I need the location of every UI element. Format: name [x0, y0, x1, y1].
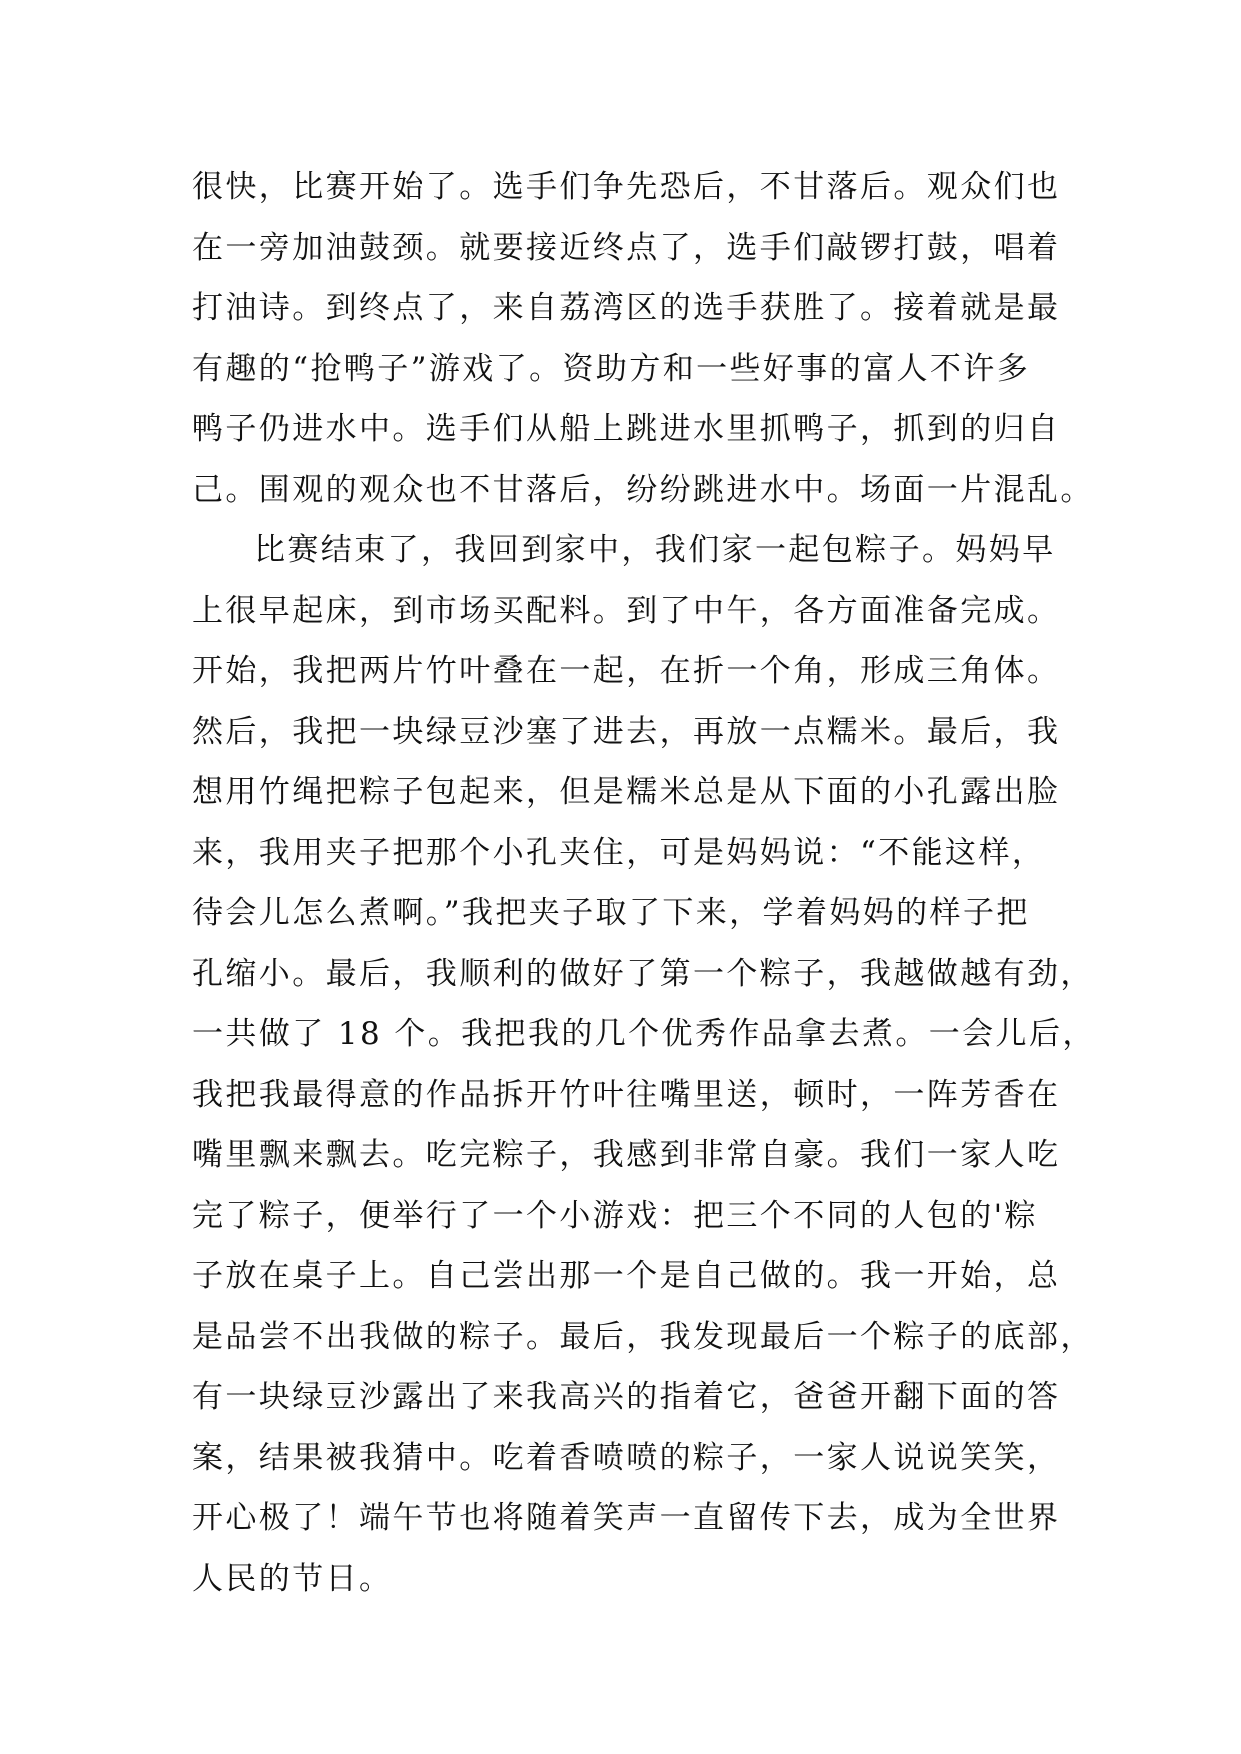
text-line: 开始，我把两片竹叶叠在一起，在折一个角，形成三角体。 [192, 653, 1061, 689]
text-line: 孔缩小。最后，我顺利的做好了第一个粽子，我越做越有劲， [192, 955, 1094, 992]
text-line: 子放在桌子上。自己尝出那一个是自己做的。我一开始，总 [192, 1258, 1061, 1294]
text-line: 在一旁加油鼓颈。就要接近终点了，选手们敲锣打鼓，唱着 [192, 229, 1061, 266]
text-line: 是品尝不出我做的粽子。最后，我发现最后一个粽子的底部， [192, 1318, 1094, 1355]
essay-text [192, 157, 1096, 1609]
text-line: 嘴里飘来飘去。吃完粽子，我感到非常自豪。我们一家人吃 [192, 1137, 1061, 1173]
text-line: 我把我最得意的作品拆开竹叶往嘴里送，顿时，一阵芳香在 [192, 1076, 1061, 1113]
text-line: 上很早起床，到市场买配料。到了中午，各方面准备完成。 [192, 592, 1061, 629]
text-line: 一共做了 18 个。我把我的几个优秀作品拿去煮。一会儿后， [192, 1016, 1096, 1052]
text-line: 有一块绿豆沙露出了来我高兴的指着它，爸爸开翻下面的答 [192, 1379, 1061, 1415]
text-line: 想用竹绳把粽子包起来，但是糯米总是从下面的小孔露出脸 [192, 774, 1061, 810]
text-line: 有趣的“抢鸭子”游戏了。资助方和一些好事的富人不许多 [192, 350, 1031, 387]
paragraph-first-line: 比赛结束了，我回到家中，我们家一起包粽子。妈妈早 [254, 532, 1056, 568]
text-line: 案，结果被我猜中。吃着香喷喷的粽子，一家人说说笑笑， [192, 1439, 1061, 1476]
text-line: 完了粽子，便举行了一个小游戏：把三个不同的人包的'粽 [192, 1197, 1038, 1234]
text-line: 鸭子仍进水中。选手们从船上跳进水里抓鸭子，抓到的归自 [192, 411, 1061, 447]
text-line: 开心极了！端午节也将随着笑声一直留传下去，成为全世界 [192, 1500, 1061, 1536]
text-line: 很快，比赛开始了。选手们争先恐后，不甘落后。观众们也 [192, 169, 1061, 205]
text-line: 待会儿怎么煮啊。”我把夹子取了下来，学着妈妈的样子把 [192, 895, 1030, 931]
text-line: 打油诗。到终点了，来自荔湾区的选手获胜了。接着就是最 [192, 290, 1061, 326]
text-line: 人民的节日。 [192, 1560, 393, 1597]
text-line: 己。围观的观众也不甘落后，纷纷跳进水中。场面一片混乱。 [192, 471, 1094, 508]
text-line: 然后，我把一块绿豆沙塞了进去，再放一点糯米。最后，我 [192, 713, 1061, 750]
text-line: 来，我用夹子把那个小孔夹住，可是妈妈说：“不能这样， [192, 834, 1046, 871]
